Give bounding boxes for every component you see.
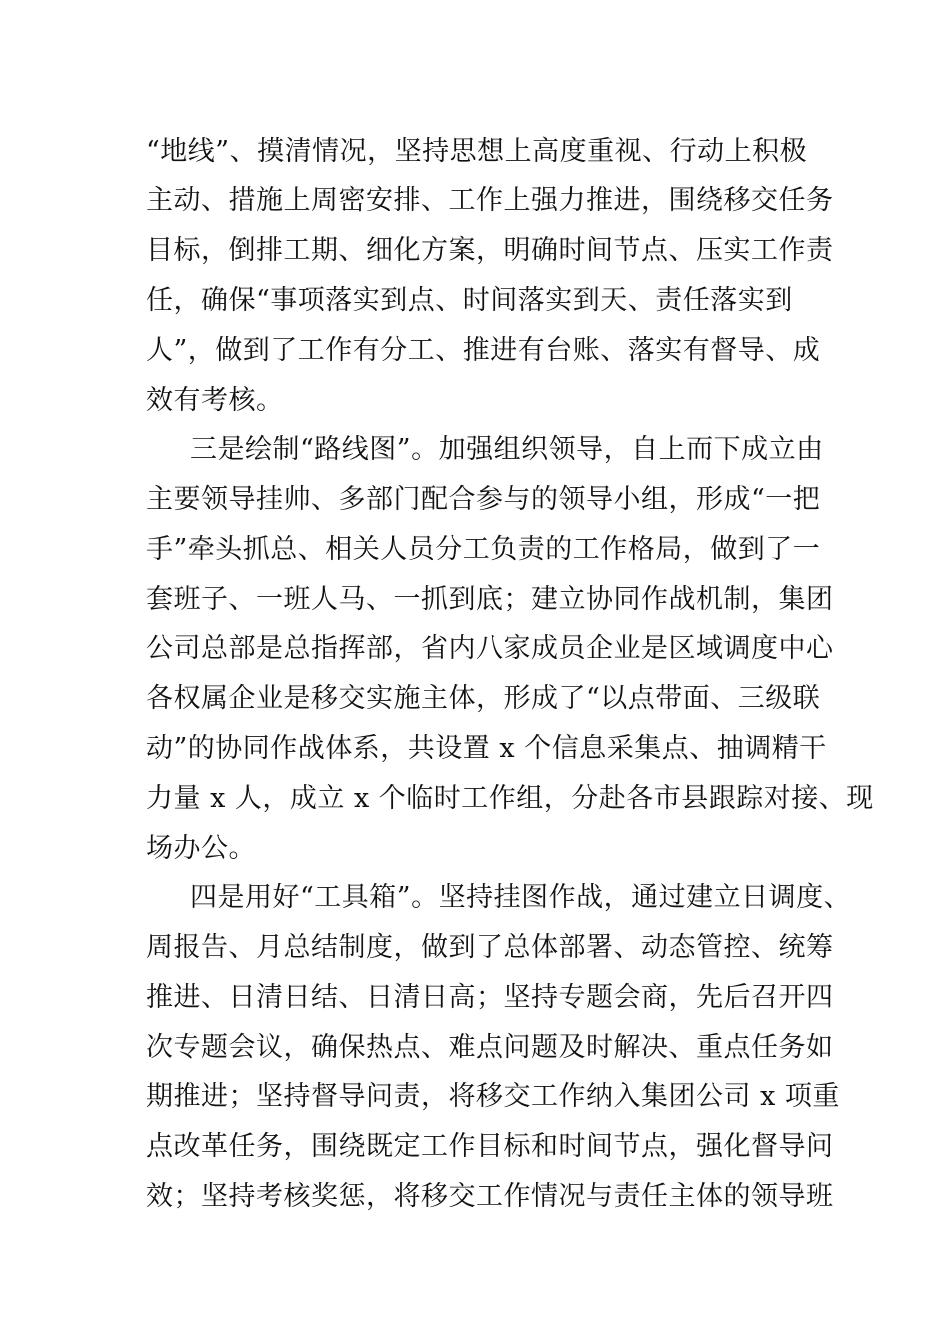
text-line: 场办公。 xyxy=(146,833,256,864)
paragraph-start-line: 三是绘制“路线图”。加强组织领导，自上而下成立由 xyxy=(190,434,824,465)
text-line: 主要领导挂帅、多部门配合参与的领导小组，形成“一把 xyxy=(146,484,821,515)
text-line: 主动、措施上周密安排、工作上强力推进，围绕移交任务 xyxy=(146,185,834,216)
text-line: 推进、日清日结、日清日高；坚持专题会商，先后召开四 xyxy=(146,982,834,1013)
text-line: 套班子、一班人马、一抓到底；建立协同作战机制，集团 xyxy=(146,584,834,615)
text-line: 公司总部是总指挥部，省内八家成员企业是区域调度中心 xyxy=(146,633,834,664)
text-line: 人”，做到了工作有分工、推进有台账、落实有督导、成 xyxy=(146,335,821,366)
text-line: “地线”、摸清情况，坚持思想上高度重视、行动上积极 xyxy=(146,136,808,167)
text-line: 动”的协同作战体系，共设置 x 个信息采集点、抽调精干 xyxy=(146,733,827,764)
text-line: 效有考核。 xyxy=(146,385,284,416)
text-line: 目标，倒排工期、细化方案，明确时间节点、压实工作责 xyxy=(146,235,834,266)
paragraph-start-line: 四是用好“工具箱”。坚持挂图作战，通过建立日调度、 xyxy=(190,882,852,913)
text-line: 周报告、月总结制度，做到了总体部署、动态管控、统筹 xyxy=(146,932,834,963)
text-line: 各权属企业是移交实施主体，形成了“以点带面、三级联 xyxy=(146,683,821,714)
text-line: 点改革任务，围绕既定工作目标和时间节点，强化督导问 xyxy=(146,1131,834,1162)
text-line: 次专题会议，确保热点、难点问题及时解决、重点任务如 xyxy=(146,1032,834,1063)
text-line: 任，确保“事项落实到点、时间落实到天、责任落实到 xyxy=(146,285,793,316)
text-line: 力量 x 人，成立 x 个临时工作组，分赴各市县跟踪对接、现 xyxy=(146,783,874,814)
text-line: 效；坚持考核奖惩，将移交工作情况与责任主体的领导班 xyxy=(146,1181,834,1212)
text-line: 期推进；坚持督导问责，将移交工作纳入集团公司 x 项重 xyxy=(146,1081,840,1112)
text-line: 手”牵头抓总、相关人员分工负责的工作格局，做到了一 xyxy=(146,534,821,565)
